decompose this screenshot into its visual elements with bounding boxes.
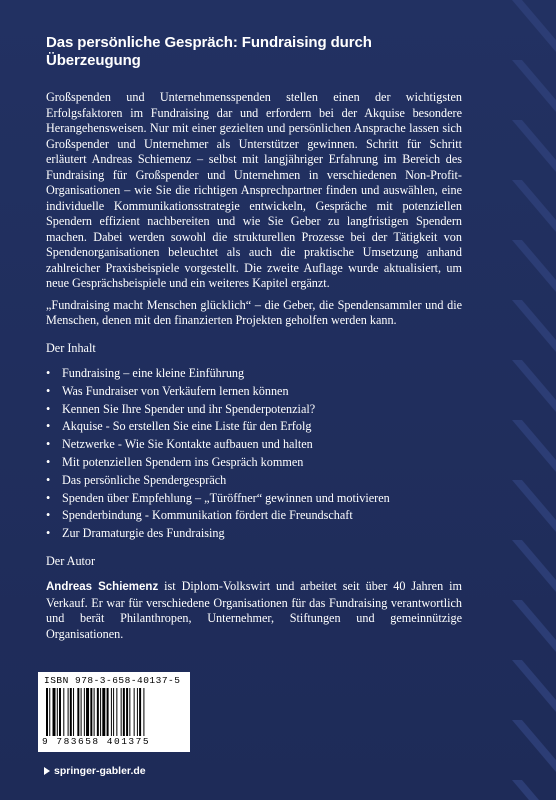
list-item: • Kennen Sie Ihre Spender und ihr Spenderpotenzial? [46,401,316,416]
author-heading: Der Autor [46,553,96,568]
barcode-digits: 9 783658 401375 [42,736,151,747]
bullet-icon: • [46,366,51,380]
bullet-icon: • [46,437,51,452]
intro-paragraph: Großspenden und Unternehmensspenden stellen einen der wichtigsten Erfolgsfaktoren im Fundraising dar und erfordern bei der Akquise besondere Herangehensweisen. Nur mit einer gezielten und persönlichen Ansprache lassen sich Großspender und Unternehmer als Unterstützer gewinnen. Schritt für Schritt erläutert Andreas Schiemenz – selbst mit langjähriger Erfahrung im Bereich des Fundraising für Großspender und Unternehmen in verschiedenen Non-Profit-Organisationen – wie Sie die richtigen Ansprechpartner finden und auswählen, eine individuelle Kommunikationsstrategie entwickeln, Gespräche mit potenziellen Spendern effizient nachbereiten und wie Sie Geber zu langfristigen Spendern machen. Dabei werden sowohl die strukturellen Prozesse bei der Tätigkeit von Spendenorganisationen beleuchtet als auch die praktische Umsetzung anhand zahlreicher Praxisbeispiele vorgestellt. Die zweite Auflage wurde aktualisiert, um neue Gesprächsbeispiele und ein weiteres Kapitel ergänzt. [46,90,462,290]
contents-heading: Der Inhalt [46,340,96,355]
bullet-icon: • [46,401,51,416]
list-item: • Akquise - So erstellen Sie eine Liste für den Erfolg [46,419,312,434]
bullet-icon: • [46,454,51,469]
barcode-box [38,672,190,752]
author-name: Andreas Schiemenz [46,581,159,594]
bullet-icon: • [46,472,51,487]
author-paragraph [46,579,462,642]
barcode-icon [46,688,182,736]
publisher-link[interactable] [44,765,146,777]
book-title: Das persönliche Gespräch: Fundraising durch Überzeugung [46,34,372,69]
bullet-icon: • [46,419,51,434]
decorative-stripes [512,0,556,800]
isbn-text: ISBN 978-3-658-40137-5 [44,675,181,686]
list-item: • Was Fundraiser von Verkäufern lernen können [46,383,289,398]
list-item: • Mit potenziellen Spendern ins Gespräch kommen [46,454,304,469]
arrow-right-icon [44,767,50,775]
quote-paragraph: „Fundraising macht Menschen glücklich“ – die Geber, die Spendensammler und die Menschen, denen mit den finanzierten Projekten geholfen werden kann. [46,297,462,327]
list-item: • Das persönliche Spendergespräch [46,472,227,487]
list-item: • Zur Dramaturgie des Fundraising [46,526,225,541]
bullet-icon: • [46,526,51,541]
list-item: • Spenderbindung - Kommunikation fördert die Freundschaft [46,508,353,523]
author-bio: ist Diplom-Volkswirt und arbeitet seit über 40 Jahren im Verkauf. Er war für verschiedene Organisationen für das Fundraising verantwortlich und berät Philanthropen, Unternehmer, Stiftungen und gemeinnützige Organisationen. [46,579,462,641]
list-item: • Netzwerke - Wie Sie Kontakte aufbauen und halten [46,437,313,452]
bullet-icon: • [46,508,51,523]
publisher-url: springer-gabler.de [54,765,146,777]
bullet-icon: • [46,490,51,505]
list-item: • Fundraising – eine kleine Einführung [46,366,245,380]
bullet-icon: • [46,383,51,398]
contents-list [46,366,462,542]
cover-text [46,34,462,648]
list-item: • Spenden über Empfehlung – „Türöffner“ gewinnen und motivieren [46,490,390,505]
